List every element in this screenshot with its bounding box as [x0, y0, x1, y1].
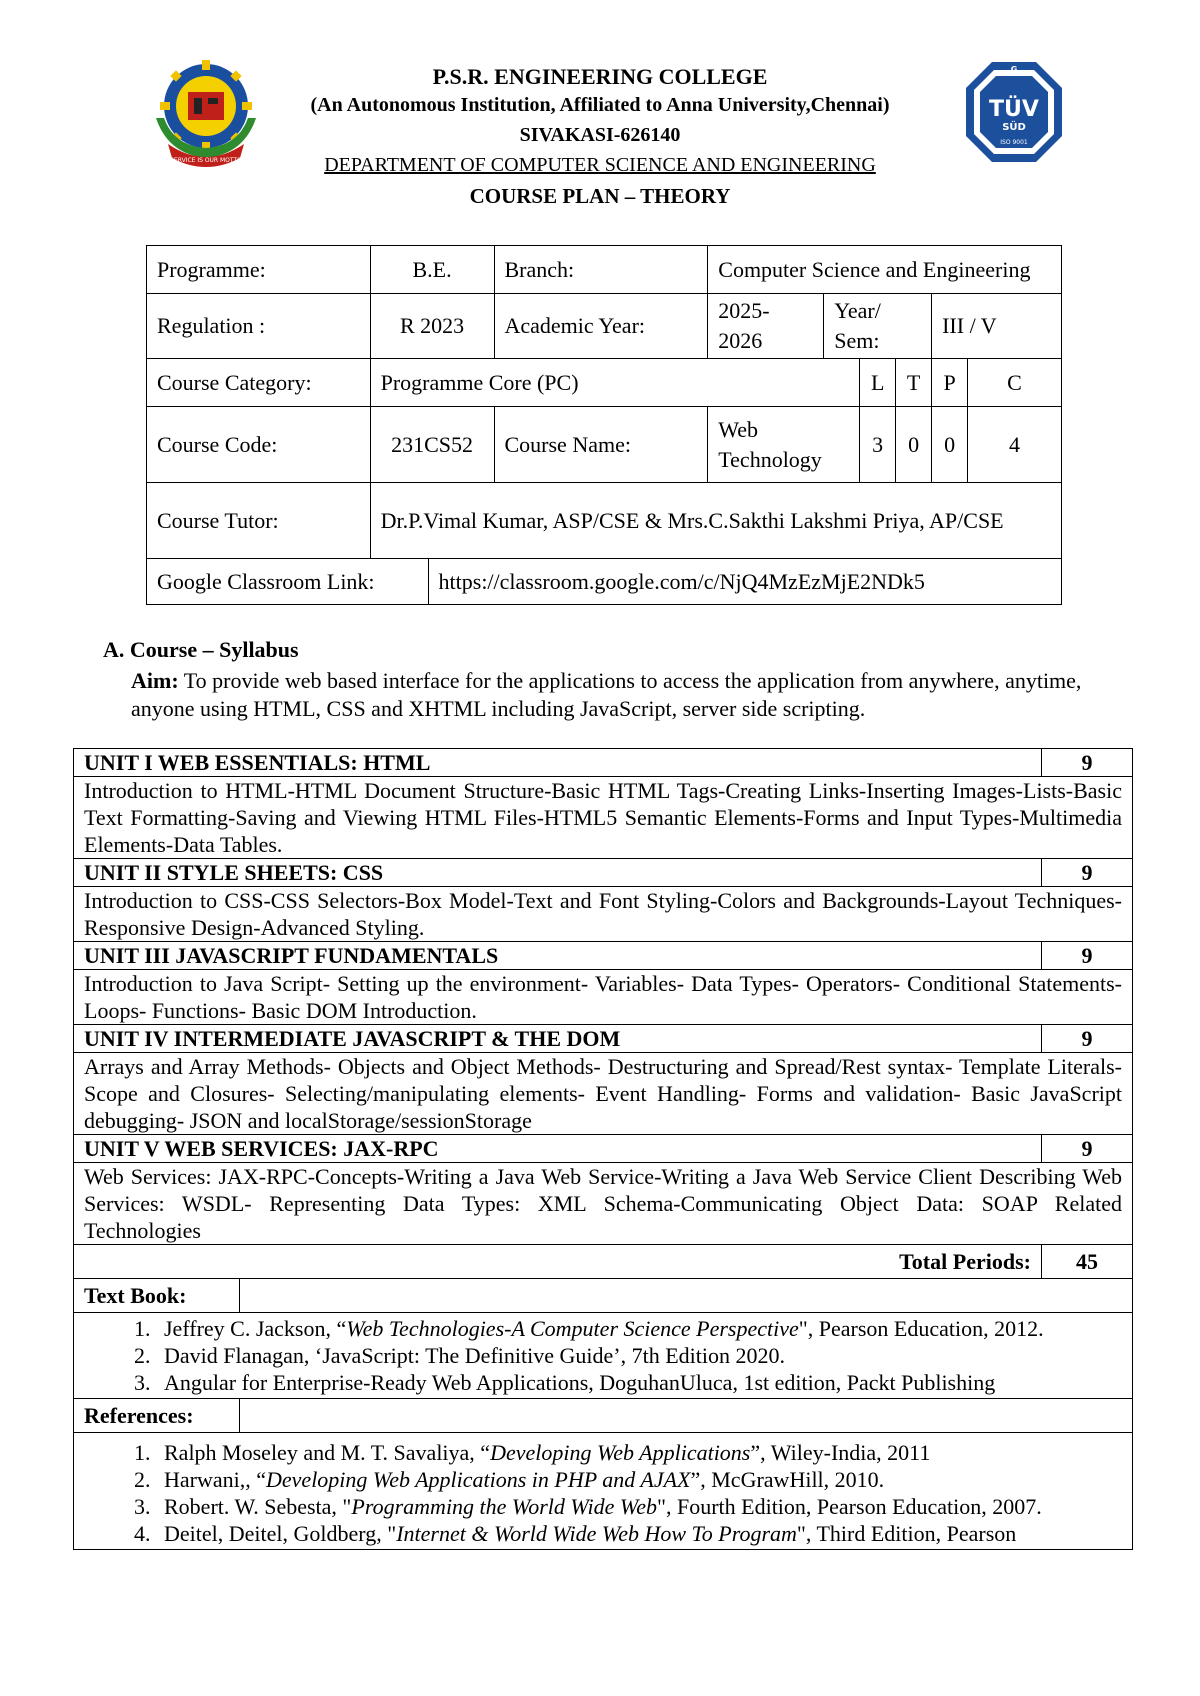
course-code-value: 231CS52 — [370, 407, 494, 483]
tutor-value: Dr.P.Vimal Kumar, ASP/CSE & Mrs.C.Sakthi Lakshmi Priya, AP/CSE — [370, 483, 1061, 559]
classroom-link[interactable]: https://classroom.google.com/c/NjQ4MzEzMjE2NDk5 — [428, 559, 1061, 605]
ltpc-value-c: 4 — [968, 407, 1062, 483]
info-row-tutor — [147, 483, 1062, 559]
unit-2-content-row — [74, 887, 1133, 942]
unit-1-content-row — [74, 777, 1133, 859]
unit-5-header-row — [74, 1135, 1133, 1163]
unit-1-title: UNIT I WEB ESSENTIALS: HTML — [74, 749, 1042, 777]
unit-4-content-row — [74, 1053, 1133, 1135]
course-name-label: Course Name: — [494, 407, 708, 483]
aim-text: To provide web based interface for the applications to access the application from anywhere, anytime, anyone using HTML, CSS and XHTML including JavaScript, server side scripting. — [131, 668, 1082, 721]
academic-year-value: 2025-2026 — [708, 294, 824, 359]
info-row-programme — [147, 246, 1062, 294]
reference-item: 2. Harwani,, “Developing Web Applications in PHP and AJAX”, McGrawHill, 2010. — [156, 1466, 1122, 1493]
unit-4-content: Arrays and Array Methods- Objects and Object Methods- Destructuring and Spread/Rest syntax- Template Literals- Scope and Closures- Selecting/manipulating elements- Event Handling- Forms and validation- Basic JavaScript debugging- JSON and localStorage/sessionStorage — [74, 1053, 1133, 1135]
reference-item: 1. Ralph Moseley and M. T. Savaliya, “Developing Web Applications”, Wiley-India, 2011 — [156, 1439, 1122, 1466]
branch-value: Computer Science and Engineering — [708, 246, 1062, 294]
reference-item: 4. Deitel, Deitel, Goldberg, "Internet & World Wide Web How To Program", Third Edition, Pearson — [156, 1520, 1122, 1547]
ltpc-header-t: T — [896, 359, 932, 407]
tutor-label: Course Tutor: — [147, 483, 371, 559]
textbook-item: 3. Angular for Enterprise-Ready Web Applications, DoguhanUluca, 1st edition, Packt Publishing — [156, 1369, 1122, 1396]
unit-4-title: UNIT IV INTERMEDIATE JAVASCRIPT & THE DOM — [74, 1025, 1042, 1053]
info-row-category — [147, 359, 1062, 407]
syllabus-heading: A. Course – Syllabus — [103, 637, 299, 662]
branch-label: Branch: — [494, 246, 708, 294]
regulation-label: Regulation : — [147, 294, 371, 359]
references-label-row — [74, 1399, 1133, 1433]
total-periods-value: 45 — [1041, 1245, 1132, 1279]
unit-3-title: UNIT III JAVASCRIPT FUNDAMENTALS — [74, 942, 1042, 970]
unit-3-header-row — [74, 942, 1133, 970]
total-periods-row — [74, 1245, 1133, 1279]
college-name: P.S.R. ENGINEERING COLLEGE — [432, 64, 768, 89]
reference-item: 3. Robert. W. Sebesta, "Programming the World Wide Web", Fourth Edition, Pearson Education, 2007. — [156, 1493, 1122, 1520]
textbook-label: Text Book: — [74, 1279, 240, 1313]
references-label: References: — [74, 1399, 240, 1433]
unit-2-header-row — [74, 859, 1133, 887]
unit-3-content-row — [74, 970, 1133, 1025]
ltpc-value-p: 0 — [932, 407, 968, 483]
document-title: COURSE PLAN – THEORY — [469, 184, 731, 208]
info-row-classroom — [147, 559, 1062, 605]
tuv-iso: ISO 9001 — [1000, 139, 1028, 146]
unit-5-title: UNIT V WEB SERVICES: JAX-RPC — [74, 1135, 1042, 1163]
programme-label: Programme: — [147, 246, 371, 294]
programme-value: B.E. — [370, 246, 494, 294]
textbook-list-row — [74, 1313, 1133, 1399]
classroom-label: Google Classroom Link: — [147, 559, 429, 605]
references-list-row — [74, 1433, 1133, 1550]
course-info-table — [146, 245, 1062, 605]
textbook-item: 2. David Flanagan, ‘JavaScript: The Definitive Guide’, 7th Edition 2020. — [156, 1342, 1122, 1369]
unit-3-hours: 9 — [1041, 942, 1132, 970]
academic-year-label: Academic Year: — [494, 294, 708, 359]
aim-label: Aim: — [131, 668, 179, 693]
info-row-regulation — [147, 294, 1062, 359]
college-location: SIVAKASI-626140 — [519, 124, 681, 146]
regulation-value: R 2023 — [370, 294, 494, 359]
category-label: Course Category: — [147, 359, 371, 407]
tuv-top-letter: G — [1010, 65, 1018, 74]
unit-4-header-row — [74, 1025, 1133, 1053]
unit-2-hours: 9 — [1041, 859, 1132, 887]
textbook-list — [84, 1315, 1122, 1396]
tuv-sub: SÜD — [1002, 122, 1026, 133]
year-sem-label: Year/ Sem: — [824, 294, 932, 359]
ltpc-header-p: P — [932, 359, 968, 407]
course-code-label: Course Code: — [147, 407, 371, 483]
total-periods-label: Total Periods: — [74, 1245, 1042, 1279]
unit-2-content: Introduction to CSS-CSS Selectors-Box Model-Text and Font Styling-Colors and Backgrounds-Layout Techniques-Responsive Design-Advanced Styling. — [74, 887, 1133, 942]
unit-5-content-row — [74, 1163, 1133, 1245]
unit-5-hours: 9 — [1041, 1135, 1132, 1163]
ltpc-value-l: 3 — [860, 407, 896, 483]
info-row-course-code — [147, 407, 1062, 483]
category-value: Programme Core (PC) — [370, 359, 860, 407]
unit-1-content: Introduction to HTML-HTML Document Structure-Basic HTML Tags-Creating Links-Inserting Images-Lists-Basic Text Formatting-Saving and Viewing HTML Files-HTML5 Semantic Elements-Forms and Input Types-Multimedia Elements-Data Tables. — [74, 777, 1133, 859]
unit-1-hours: 9 — [1041, 749, 1132, 777]
unit-2-title: UNIT II STYLE SHEETS: CSS — [74, 859, 1042, 887]
ltpc-value-t: 0 — [896, 407, 932, 483]
units-table — [73, 748, 1133, 1550]
year-sem-value: III / V — [932, 294, 1062, 359]
textbook-label-row — [74, 1279, 1133, 1313]
references-list — [84, 1439, 1122, 1547]
course-aim — [131, 667, 1127, 723]
ltpc-header-c: C — [968, 359, 1062, 407]
tuv-brand: TÜV — [989, 97, 1039, 122]
course-name-value: Web Technology — [708, 407, 860, 483]
unit-5-content: Web Services: JAX-RPC-Concepts-Writing a Java Web Service-Writing a Java Web Service Client Describing Web Services: WSDL- Representing Data Types: XML Schema-Communicating Object Data: SOAP Related Technologies — [74, 1163, 1133, 1245]
unit-4-hours: 9 — [1041, 1025, 1132, 1053]
department-name: DEPARTMENT OF COMPUTER SCIENCE AND ENGINEERING — [324, 154, 876, 176]
college-affiliation: (An Autonomous Institution, Affiliated to Anna University,Chennai) — [310, 94, 890, 116]
ltpc-header-l: L — [860, 359, 896, 407]
textbook-item: 1. Jeffrey C. Jackson, “Web Technologies-A Computer Science Perspective", Pearson Education, 2012. — [156, 1315, 1122, 1342]
unit-1-header-row — [74, 749, 1133, 777]
logo-motto: SERVICE IS OUR MOTTO — [170, 157, 242, 164]
unit-3-content: Introduction to Java Script- Setting up the environment- Variables- Data Types- Operators- Conditional Statements- Loops- Functions- Basic DOM Introduction. — [74, 970, 1133, 1025]
